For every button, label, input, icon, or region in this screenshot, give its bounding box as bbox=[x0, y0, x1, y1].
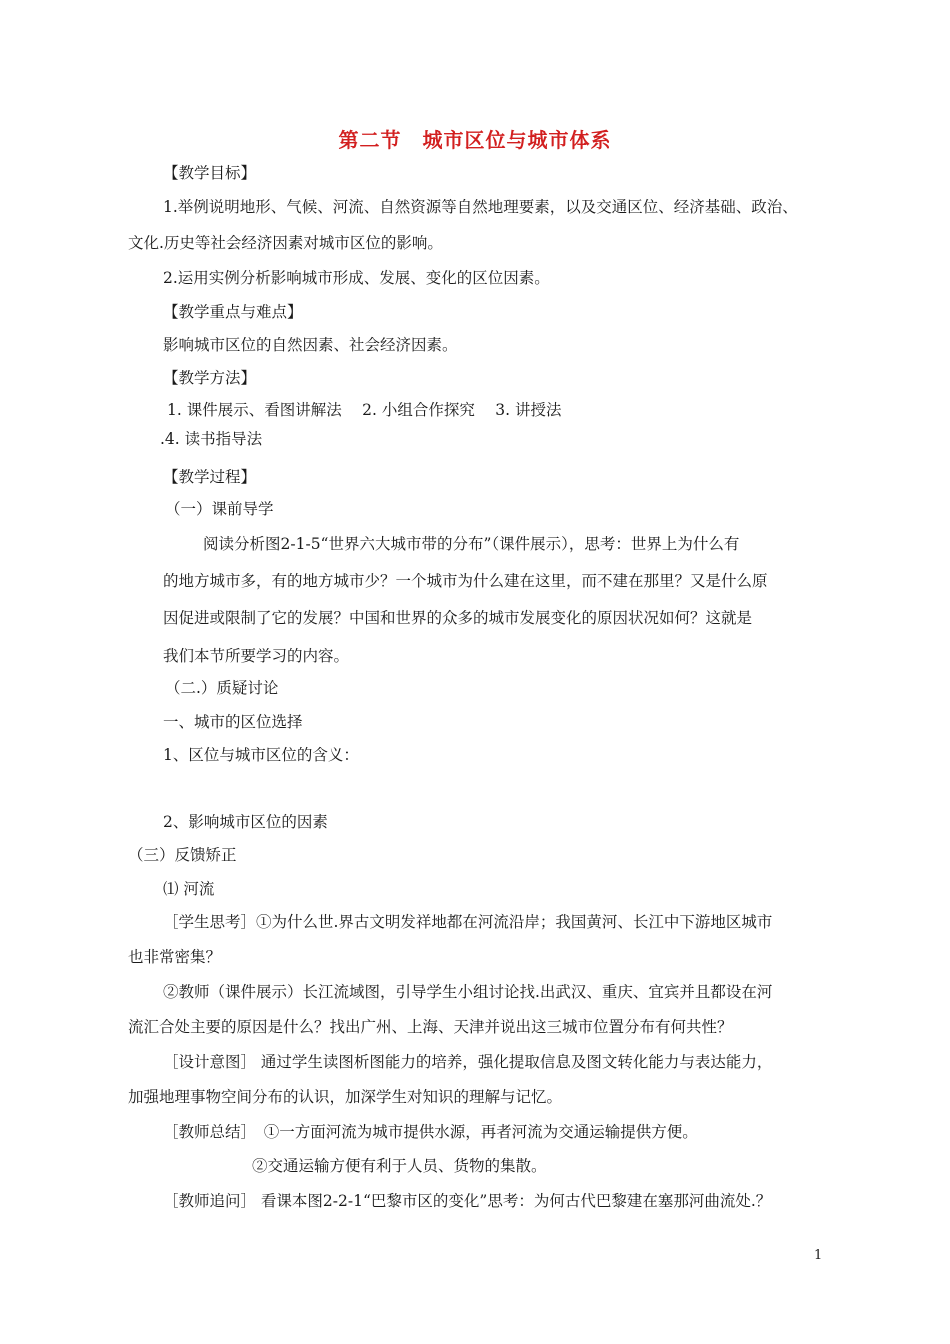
page-number: 1 bbox=[814, 1248, 823, 1263]
text-line: 文化.历史等社会经济因素对城市区位的影响。 bbox=[128, 234, 443, 252]
text-line: ⑴ 河流 bbox=[163, 880, 215, 898]
text-line: 1. 课件展示、看图讲解法 2. 小组合作探究 3. 讲授法 bbox=[167, 401, 562, 419]
text-line: 影响城市区位的自然因素、社会经济因素。 bbox=[163, 336, 458, 354]
text-line: ②交通运输方便有利于人员、货物的集散。 bbox=[252, 1157, 547, 1175]
text-line: 我们本节所要学习的内容。 bbox=[163, 647, 350, 665]
text-line: 1.举例说明地形、气候、河流、自然资源等自然地理要素，以及交通区位、经济基础、政治、 bbox=[163, 198, 798, 216]
section-heading-objectives: 【教学目标】 bbox=[163, 164, 257, 182]
text-line: 因促进或限制了它的发展？中国和世界的众多的城市发展变化的原因状况如何？这就是 bbox=[163, 609, 753, 627]
text-line: （三）反馈矫正 bbox=[128, 846, 237, 864]
page-title: 第二节 城市区位与城市体系 bbox=[338, 128, 612, 152]
text-line: 阅读分析图2-1-5“世界六大城市带的分布”（课件展示），思考：世界上为什么有 bbox=[203, 535, 740, 553]
text-line: 2、影响城市区位的因素 bbox=[163, 813, 328, 831]
section-heading-key-points: 【教学重点与难点】 bbox=[163, 303, 303, 321]
text-line: ［教师追问］ 看课本图2-2-1“巴黎市区的变化”思考：为何古代巴黎建在塞那河曲流处.？ bbox=[163, 1192, 772, 1210]
text-line: ［学生思考］①为什么世.界古文明发祥地都在河流沿岸；我国黄河、长江中下游地区城市 bbox=[163, 913, 773, 931]
text-line: 2.运用实例分析影响城市形成、发展、变化的区位因素。 bbox=[163, 269, 550, 287]
text-line: 1、区位与城市区位的含义： bbox=[163, 746, 359, 764]
text-line: 的地方城市多，有的地方城市少？一个城市为什么建在这里，而不建在那里？又是什么原 bbox=[163, 572, 768, 590]
text-line: ［教师总结］ ①一方面河流为城市提供水源，再者河流为交通运输提供方便。 bbox=[163, 1123, 698, 1141]
text-line: 流汇合处主要的原因是什么？找出广州、上海、天津并说出这三城市位置分布有何共性？ bbox=[128, 1018, 733, 1036]
text-line: （二.）质疑讨论 bbox=[165, 679, 279, 697]
text-line: 加强地理事物空间分布的认识，加深学生对知识的理解与记忆。 bbox=[128, 1088, 563, 1106]
text-line: ［设计意图］ 通过学生读图析图能力的培养，强化提取信息及图文转化能力与表达能力， bbox=[163, 1053, 773, 1071]
section-heading-process: 【教学过程】 bbox=[163, 468, 257, 486]
text-line: 也非常密集？ bbox=[128, 948, 222, 966]
text-line: .4. 读书指导法 bbox=[160, 430, 263, 448]
text-line: （一）课前导学 bbox=[165, 500, 274, 518]
text-line: 一、城市的区位选择 bbox=[163, 713, 303, 731]
text-line: ②教师（课件展示）长江流域图，引导学生小组讨论找.出武汉、重庆、宜宾并且都设在河 bbox=[163, 983, 773, 1001]
section-heading-methods: 【教学方法】 bbox=[163, 369, 257, 387]
